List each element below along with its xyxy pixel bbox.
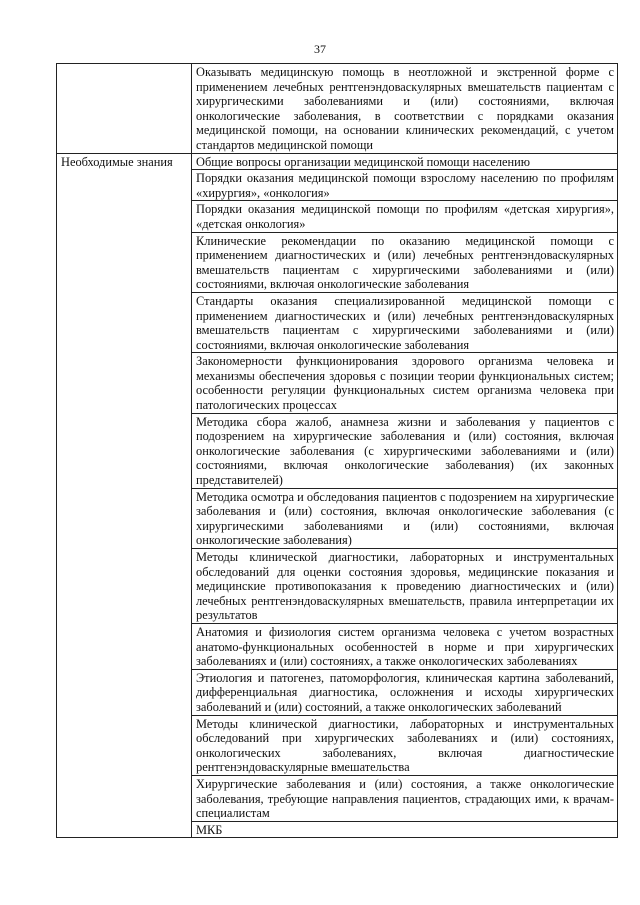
row-text-cell: Общие вопросы организации медицинской помощи населению (192, 153, 618, 170)
table-row (57, 64, 618, 154)
row-text-cell: Методика сбора жалоб, анамнеза жизни и заболевания у пациентов с подозрением на хирургические заболевания и (или) состояния, включая онкологические заболевания (с хирургическими заболеваниями и (или) состояниями, включая онкологические заболевания) (их законных представителей) (192, 413, 618, 488)
row-text-cell: Порядки оказания медицинской помощи по профилям «детская хирургия», «детская онкология» (192, 201, 618, 232)
row-text-cell: Клинические рекомендации по оказанию медицинской помощи с применением диагностических и (или) лечебных рентгенэндоваскулярных вмешательств пациентам с хирургическими заболеваниями и (или) состояниями, включая онкологические заболевания (192, 232, 618, 292)
row-text-cell: Порядки оказания медицинской помощи взрослому населению по профилям «хирургия», «онкология» (192, 170, 618, 201)
competency-table (56, 63, 618, 838)
row-text-cell: Закономерности функционирования здорового организма человека и механизмы обеспечения здоровья с позиции теории функциональных систем; особенности регуляции функциональных систем организма человека при патологических процессах (192, 353, 618, 413)
row-text-cell: Хирургические заболевания и (или) состояния, а также онкологические заболевания, требующие направления пациентов, страдающих ими, к врачам-специалистам (192, 775, 618, 821)
row-text-cell: Методы клинической диагностики, лабораторных и инструментальных обследований для оценки состояния здоровья, медицинские показания и медицинские противопоказания к проведению диагностических и (или) лечебных рентгенэндоваскулярных вмешательств, правила интерпретации их результатов (192, 549, 618, 624)
row-text-cell: Стандарты оказания специализированной медицинской помощи с применением диагностических и (или) лечебных рентгенэндоваскулярных вмешательств пациентам с хирургическими заболеваниями и (или) состояниями, включая онкологические заболевания (192, 292, 618, 352)
row-text-cell: Оказывать медицинскую помощь в неотложной и экстренной форме с применением лечебных рентгенэндоваскулярных вмешательств пациентам с хирургическими заболеваниями и (или) состояниями, включая онкологические заболевания, в соответствии с порядками оказания медицинской помощи, на основании клинических рекомендаций, с учетом стандартов медицинской помощи (192, 64, 618, 154)
table-row (57, 153, 618, 170)
row-label-cell (57, 64, 192, 154)
section-label-necessary-knowledge: Необходимые знания (57, 153, 192, 838)
row-text-cell: Анатомия и физиология систем организма человека с учетом возрастных анатомо-функциональных особенностей в норме и при хирургических заболеваниях и (или) состояниях, а также онкологических заболеваниях (192, 623, 618, 669)
page-number: 37 (314, 42, 326, 56)
row-text-cell: Этиология и патогенез, патоморфология, клиническая картина заболеваний, дифференциальная диагностика, осложнения и исходы хирургических заболеваний и (или) состояний, а также онкологических заболеваний (192, 669, 618, 715)
row-text-cell: Методика осмотра и обследования пациентов с подозрением на хирургические заболевания и (или) состояния, включая онкологические заболевания (с хирургическими заболеваниями и (или) состояниями, включая онкологические заболевания) (192, 488, 618, 548)
row-text-cell: МКБ (192, 821, 618, 838)
row-text-cell: Методы клинической диагностики, лабораторных и инструментальных обследований при хирургических заболеваниях и (или) состояниях, онкологических заболеваниях, включая диагностические рентгенэндоваскулярные вмешательства (192, 715, 618, 775)
